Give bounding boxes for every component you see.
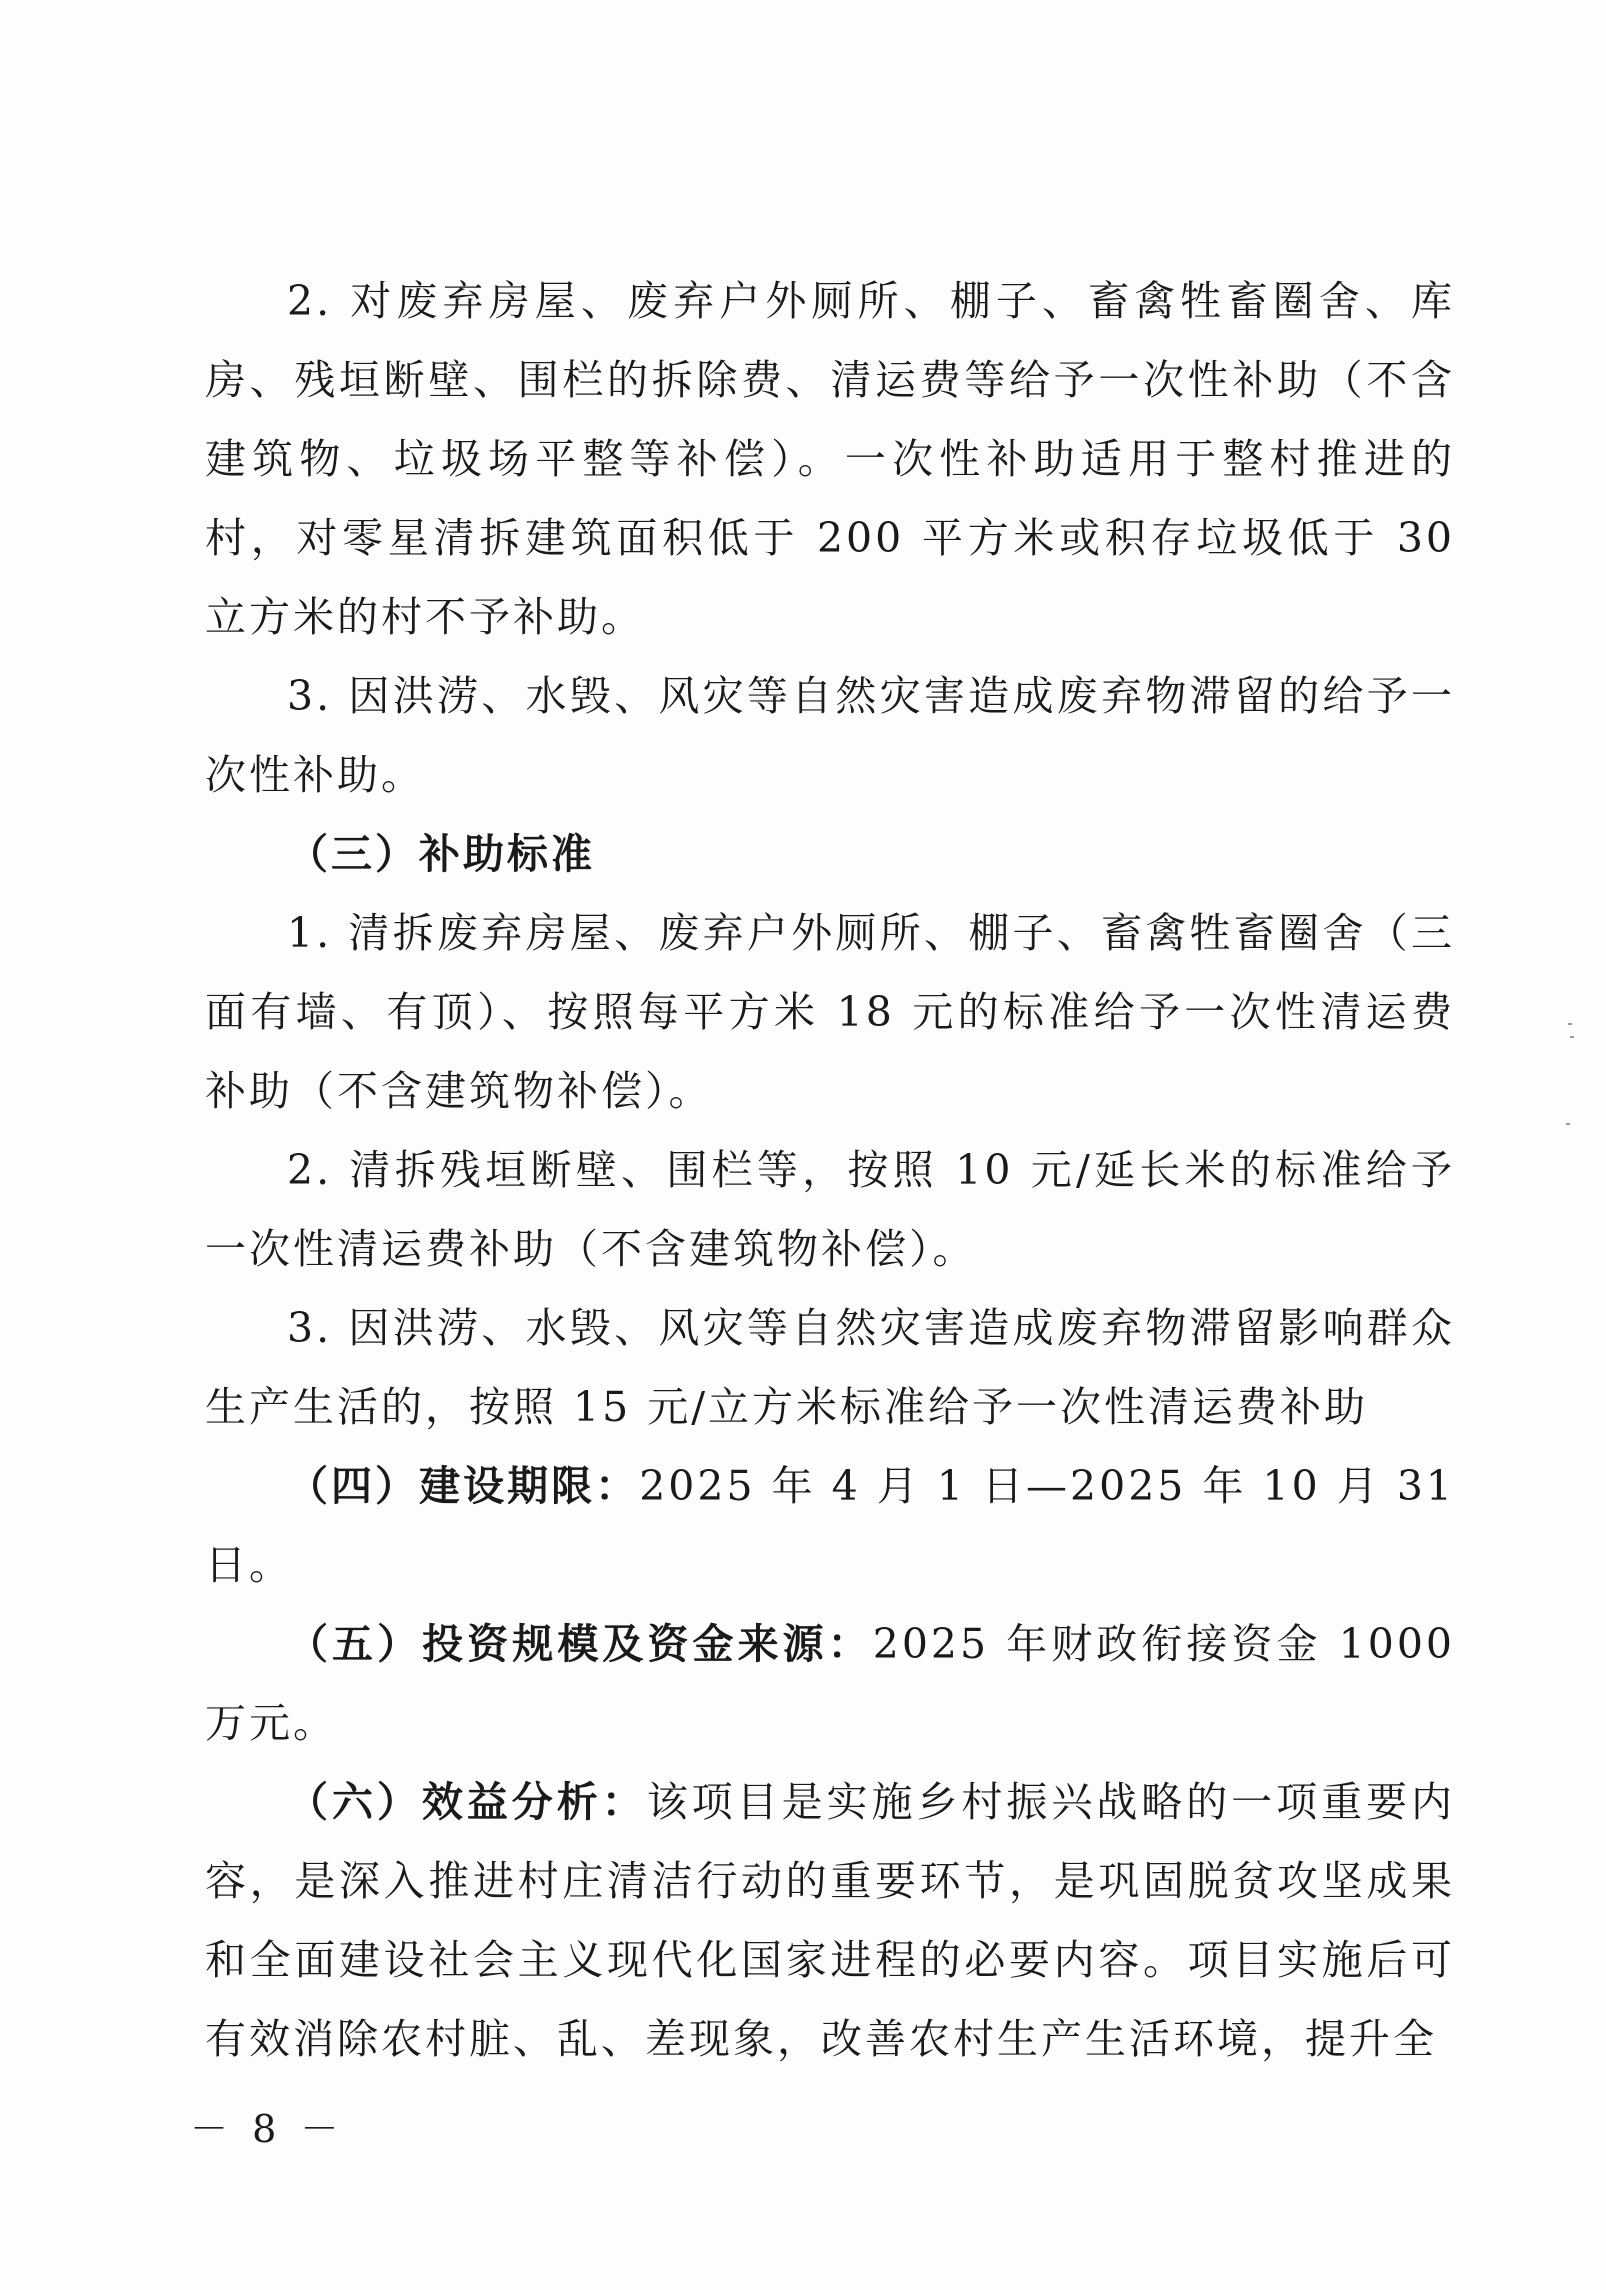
paragraph-standard-walls: 2. 清拆残垣断壁、围栏等，按照 10 元/延长米的标准给予一次性清运费补助（不含建筑物补偿）。: [205, 1146, 1455, 1273]
paragraph-disaster-subsidy: 3. 因洪涝、水毁、风灾等自然灾害造成废弃物滞留的给予一次性补助。: [205, 672, 1455, 799]
document-body: [205, 262, 1455, 2079]
paragraph-demolition-subsidy: 2. 对废弃房屋、废弃户外厕所、棚子、畜禽牲畜圈舍、库房、残垣断壁、围栏的拆除费、清运费等给予一次性补助（不含建筑物、垃圾场平整等补偿）。一次性补助适用于整村推进的村，对零星清拆建筑面积低于 200 平方米或积存垃圾低于 30 立方米的村不予补助。: [205, 277, 1455, 641]
section-heading-subsidy-standard: （三）补助标准: [287, 830, 595, 878]
paragraph-benefit-analysis: [205, 1763, 1455, 2079]
benefit-analysis-value: 该项目是实施乡村振兴战略的一项重要内容，是深入推进村庄清洁行动的重要环节，是巩固脱贫攻坚成果和全面建设社会主义现代化国家进程的必要内容。项目实施后可有效消除农村脏、乱、差现象，改善农村生产生活环境，提升全: [205, 1778, 1456, 2063]
paragraph-standard-disaster: 3. 因洪涝、水毁、风灾等自然灾害造成废弃物滞留影响群众生产生活的，按照 15 元/立方米标准给予一次性清运费补助: [205, 1304, 1455, 1431]
benefit-analysis-label: （六）效益分析：: [287, 1778, 647, 1826]
investment-scale-value: 2025 年财政衔接资金 1000 万元。: [205, 1620, 1456, 1747]
investment-scale-label: （五）投资规模及资金来源：: [287, 1620, 873, 1668]
scan-speck: [1566, 1123, 1570, 1125]
paragraph-standard-buildings: 1. 清拆废弃房屋、废弃户外厕所、棚子、畜禽牲畜圈舍（三面有墙、有顶）、按照每平方米 18 元的标准给予一次性清运费补助（不含建筑物补偿）。: [205, 909, 1455, 1115]
construction-period-label: （四）建设期限：: [287, 1462, 640, 1510]
scan-speck: [1570, 1036, 1574, 1038]
paragraph-investment-scale: [205, 1605, 1455, 1763]
paragraph-construction-period: [205, 1447, 1455, 1605]
page-number: － 8 －: [190, 2107, 345, 2151]
scan-speck: [1568, 1023, 1572, 1025]
construction-period-value: 2025 年 4 月 1 日—2025 年 10 月 31 日。: [205, 1462, 1455, 1589]
